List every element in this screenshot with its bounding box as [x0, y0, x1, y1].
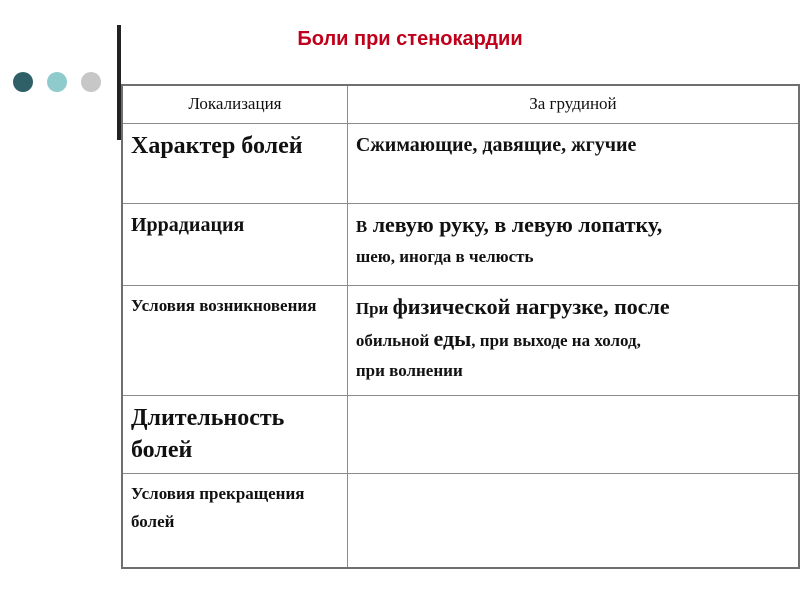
row-value-part: левую руку, в левую лопатку,: [367, 211, 663, 237]
row-value: [347, 203, 799, 285]
header-cell-right: За грудиной: [347, 85, 799, 123]
row-label: Характер болей: [122, 123, 347, 203]
table-row: [122, 473, 799, 568]
row-label: Иррадиация: [122, 203, 347, 285]
table-row: [122, 285, 799, 395]
table-row: [122, 395, 799, 473]
row-value-part: при волнении: [355, 360, 463, 380]
decor-dot-light: [47, 72, 67, 92]
row-value-part: шею, иногда в челюсть: [355, 246, 534, 266]
row-label: Условия прекращения болей: [122, 473, 347, 568]
row-value-part: обильной: [355, 330, 434, 350]
decor-dot-grey: [81, 72, 101, 92]
row-label: Длительность болей: [122, 395, 347, 473]
row-label: Условия возникновения: [122, 285, 347, 395]
row-value: Сжимающие, давящие, жгучие: [347, 123, 799, 203]
row-value-part: физической нагрузке, после: [392, 293, 670, 319]
row-value-part: еды: [433, 325, 472, 351]
row-value-part: , при выходе на холод,: [471, 330, 641, 350]
table-header-row: [122, 85, 799, 123]
angina-pain-table: [121, 84, 800, 569]
row-value-part: При: [355, 298, 393, 318]
slide-title: Боли при стенокардии: [297, 28, 523, 50]
table-row: [122, 123, 799, 203]
table-row: [122, 203, 799, 285]
decor-dot-dark: [13, 72, 33, 92]
row-value-part: В: [355, 216, 368, 236]
row-value: [347, 285, 799, 395]
header-cell-left: Локализация: [122, 85, 347, 123]
row-value: [347, 473, 799, 568]
row-value: [347, 395, 799, 473]
